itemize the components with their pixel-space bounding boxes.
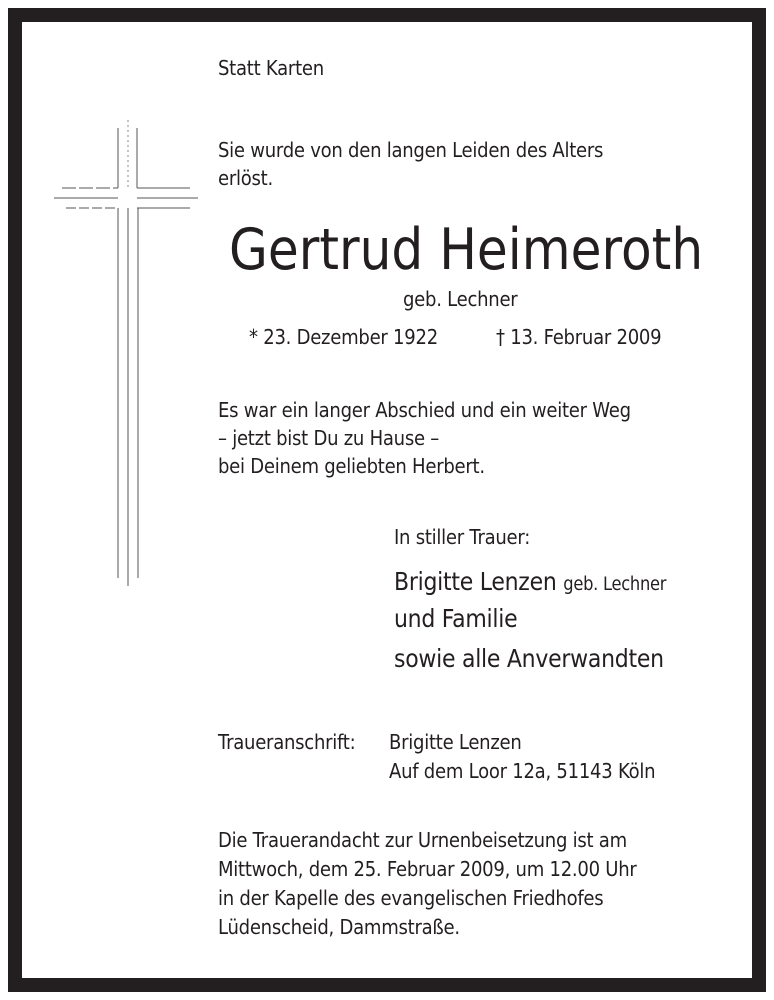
death-date: † 13. Februar 2009: [496, 325, 662, 349]
mourner-name: Brigitte Lenzen: [394, 567, 557, 596]
cross-icon: [50, 118, 210, 588]
service-line-4: Lüdenscheid, Dammstraße.: [218, 915, 460, 939]
service-line-3: in der Kapelle des evangelischen Friedhofes: [218, 886, 604, 910]
verse-line-2: – jetzt bist Du zu Hause –: [218, 426, 440, 450]
mourning-label: In stiller Trauer:: [394, 525, 531, 549]
birth-date: * 23. Dezember 1922: [249, 325, 438, 349]
deceased-maiden-name: geb. Lechner: [403, 287, 518, 311]
service-line-2: Mittwoch, dem 25. Februar 2009, um 12.00 Uhr: [218, 857, 637, 881]
address-label: Traueranschrift:: [218, 730, 356, 754]
service-line-1: Die Trauerandacht zur Urnenbeisetzung ist am: [218, 828, 627, 852]
header-statt-karten: Statt Karten: [218, 56, 324, 80]
verse-line-1: Es war ein langer Abschied und ein weiter Weg: [218, 398, 631, 422]
mourner-line-3: sowie alle Anverwandten: [394, 644, 664, 673]
intro-line-2: erlöst.: [218, 166, 273, 190]
address-street-city: Auf dem Loor 12a, 51143 Köln: [389, 759, 656, 783]
mourner-line-2: und Familie: [394, 604, 518, 633]
mourner-line-1: [394, 563, 666, 604]
deceased-name: Gertrud Heimeroth: [229, 217, 704, 283]
mourner-maiden-name: geb. Lechner: [563, 574, 667, 595]
verse-line-3: bei Deinem geliebten Herbert.: [218, 454, 485, 478]
address-name: Brigitte Lenzen: [389, 730, 522, 754]
intro-line-1: Sie wurde von den langen Leiden des Alters: [218, 138, 604, 162]
